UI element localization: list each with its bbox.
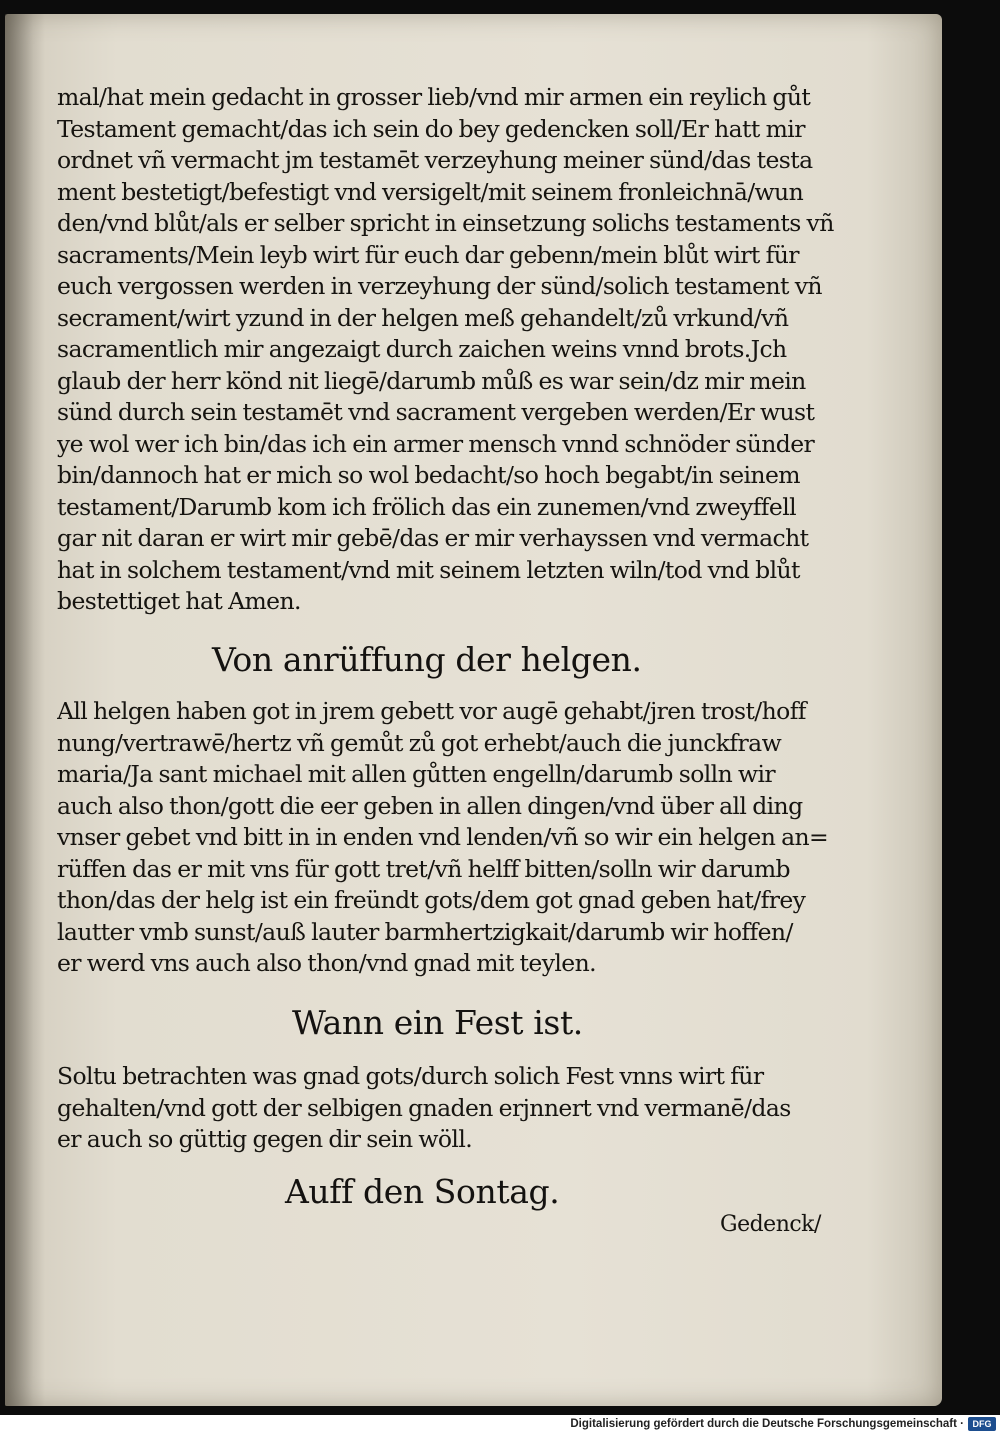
heading-sontag: Auff den Sontag.	[285, 1172, 560, 1211]
text-line: euch vergossen werden in verzeyhung der sünd/solich testament vñ	[57, 272, 822, 300]
paragraph-fest	[57, 1061, 842, 1156]
text-line: gehalten/vnd gott der selbigen gnaden erjnnert vnd vermanē/das	[57, 1093, 791, 1122]
text-line: glaub der herr könd nit liegē/darumb můß es war sein/dz mir mein	[57, 366, 806, 395]
text-line: er werd vns auch also thon/vnd gnad mit teylen.	[57, 949, 597, 977]
text-line: auch also thon/gott die eer geben in allen dingen/vnd über all ding	[57, 791, 803, 820]
footer-credit: Digitalisierung gefördert durch die Deutsche Forschungsgemeinschaft ·	[570, 1418, 964, 1430]
heading-fest: Wann ein Fest ist.	[292, 1003, 583, 1042]
text-line: testament/Darumb kom ich frölich das ein zunemen/vnd zweyffell	[57, 492, 797, 521]
text-line: bestettiget hat Amen.	[57, 587, 301, 615]
text-line: vnser gebet vnd bitt in in enden vnd lenden/vñ so wir ein helgen an=	[57, 823, 829, 851]
text-line: nung/vertrawē/hertz vñ gemůt zů got erhebt/auch die junckfraw	[57, 728, 782, 757]
text-line: All helgen haben got in jrem gebett vor augē gehabt/jren trost/hoff	[57, 697, 806, 725]
text-line: hat in solchem testament/vnd mit seinem letzten wiln/tod vnd blůt	[57, 555, 800, 584]
paragraph-helgen	[57, 696, 842, 980]
text-line: gar nit daran er wirt mir gebē/das er mir verhayssen vnd vermacht	[57, 524, 809, 552]
text-line: ordnet vñ vermacht jm testamēt verzeyhung meiner sünd/das testa	[57, 146, 813, 174]
catchword: Gedenck/	[720, 1212, 821, 1237]
dfg-logo: DFG	[968, 1417, 996, 1431]
text-line: thon/das der helg ist ein freündt gots/dem got gnad geben hat/frey	[57, 886, 806, 914]
text-line: sacraments/Mein leyb wirt für euch dar gebenn/mein blůt wirt für	[57, 240, 799, 269]
text-line: ment bestetigt/befestigt vnd versigelt/mit seinem fronleichnā/wun	[57, 177, 804, 206]
text-line: rüffen das er mit vns für gott tret/vñ helff bitten/solln wir darumb	[57, 854, 790, 883]
text-line: lautter vmb sunst/auß lauter barmhertzigkait/darumb wir hoffen/	[57, 917, 793, 946]
text-line: Testament gemacht/das ich sein do bey gedencken soll/Er hatt mir	[57, 114, 805, 143]
text-line: er auch so güttig gegen dir sein wöll.	[57, 1125, 473, 1153]
gutter-shadow	[5, 14, 45, 1406]
text-line: bin/dannoch hat er mich so wol bedacht/so hoch begabt/in seinem	[57, 461, 800, 489]
text-line: sacramentlich mir angezaigt durch zaichen weins vnnd brots.Jch	[57, 335, 787, 363]
text-line: Soltu betrachten was gnad gots/durch solich Fest vnns wirt für	[57, 1062, 764, 1090]
text-line: mal/hat mein gedacht in grosser lieb/vnd mir armen ein reylich gůt	[57, 83, 811, 111]
text-line: sünd durch sein testamēt vnd sacrament vergeben werden/Er wust	[57, 398, 815, 426]
text-line: ye wol wer ich bin/das ich ein armer mensch vnnd schnöder sünder	[57, 429, 815, 458]
text-line: den/vnd blůt/als er selber spricht in einsetzung solichs testaments vñ	[57, 209, 834, 237]
text-line: maria/Ja sant michael mit allen gůtten engelln/darumb solln wir	[57, 760, 776, 788]
heading-anruffung: Von anrüffung der helgen.	[212, 640, 642, 679]
text-line: secrament/wirt yzund in der helgen meß gehandelt/zů vrkund/vñ	[57, 303, 789, 332]
paragraph-testament	[57, 82, 842, 618]
